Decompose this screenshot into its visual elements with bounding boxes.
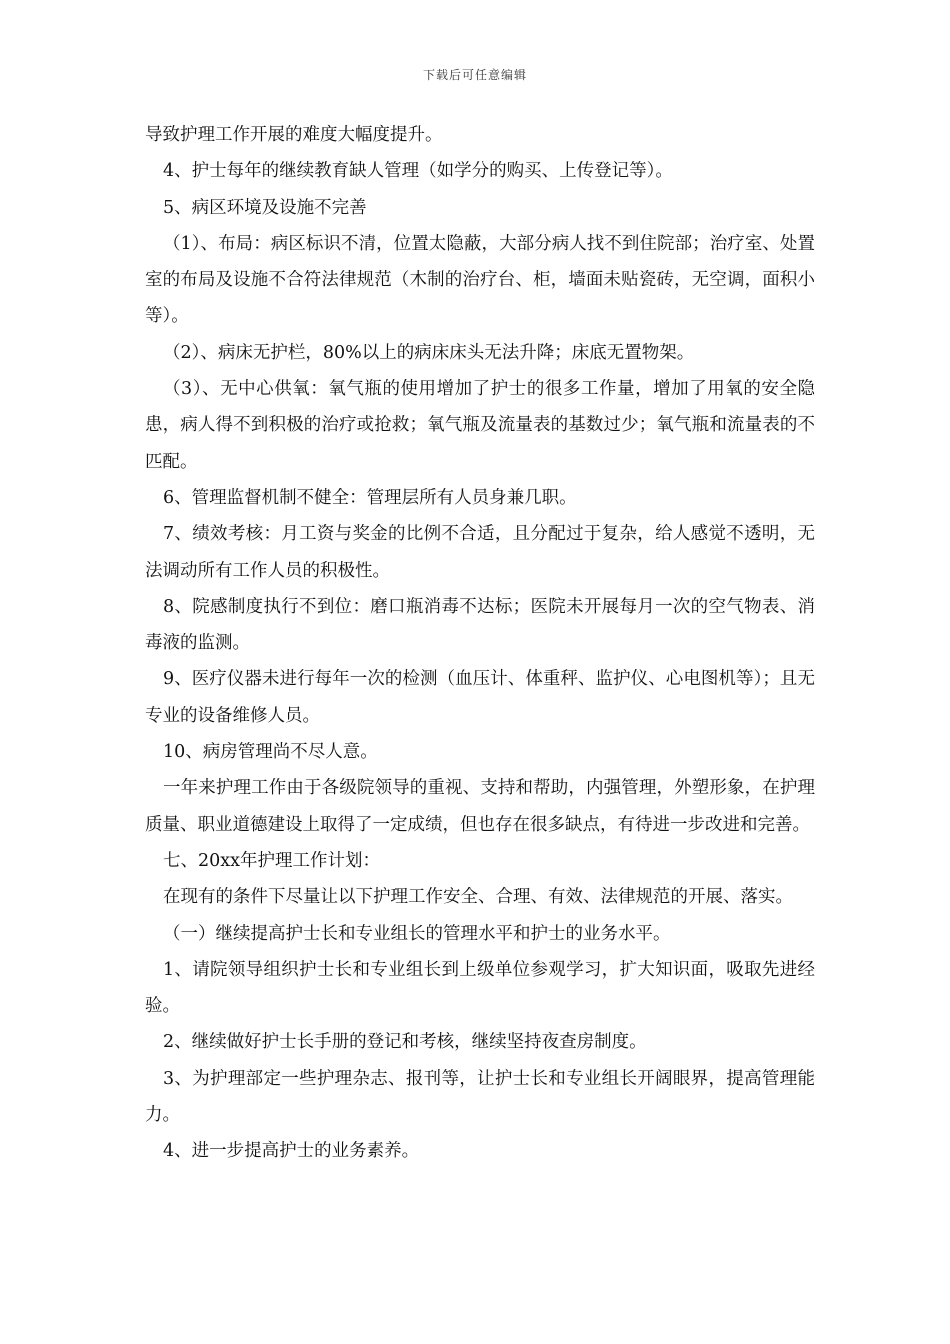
paragraph: 5、病区环境及设施不完善 bbox=[163, 197, 367, 218]
paragraph: （1）、布局：病区标识不清，位置太隐蔽，大部分病人找不到住院部；治疗室、处置室的布局及设施不合符法律规范（木制的治疗台、柜，墙面未贴瓷砖，无空调，面积小等）。 bbox=[145, 233, 815, 327]
paragraph: 1、请院领导组织护士长和专业组长到上级单位参观学习，扩大知识面，吸取先进经验。 bbox=[145, 959, 815, 1017]
section-heading: 七、20xx年护理工作计划： bbox=[163, 850, 381, 871]
paragraph: 8、院感制度执行不到位：磨口瓶消毒不达标；医院未开展每月一次的空气物表、消毒液的监测。 bbox=[145, 596, 815, 654]
paragraph: 10、病房管理尚不尽人意。 bbox=[163, 742, 378, 763]
paragraph: （3）、无中心供氧：氧气瓶的使用增加了护士的很多工作量，增加了用氧的安全隐患，病人得不到积极的治疗或抢救；氧气瓶及流量表的基数过少；氧气瓶和流量表的不匹配。 bbox=[145, 379, 815, 472]
paragraph: 在现有的条件下尽量让以下护理工作安全、合理、有效、法律规范的开展、落实。 bbox=[163, 887, 793, 908]
subsection-heading: （一）继续提高护士长和专业组长的管理水平和护士的业务水平。 bbox=[163, 923, 671, 944]
paragraph: 3、为护理部定一些护理杂志、报刊等，让护士长和专业组长开阔眼界，提高管理能力。 bbox=[145, 1068, 815, 1126]
paragraph: 7、绩效考核：月工资与奖金的比例不合适，且分配过于复杂，给人感觉不透明，无法调动所有工作人员的积极性。 bbox=[145, 524, 815, 581]
paragraph: （2）、病床无护栏，80%以上的病床床头无法升降；床底无置物架。 bbox=[163, 342, 695, 363]
paragraph: 6、管理监督机制不健全：管理层所有人员身兼几职。 bbox=[163, 487, 577, 508]
paragraph: 4、护士每年的继续教育缺人管理（如学分的购买、上传登记等）。 bbox=[163, 161, 673, 182]
paragraph: 导致护理工作开展的难度大幅度提升。 bbox=[145, 125, 443, 145]
paragraph: 9、医疗仪器未进行每年一次的检测（血压计、体重秤、监护仪、心电图机等）；且无专业的设备维修人员。 bbox=[145, 669, 815, 726]
paragraph: 2、继续做好护士长手册的登记和考核，继续坚持夜查房制度。 bbox=[163, 1032, 647, 1053]
paragraph: 4、进一步提高护士的业务素养。 bbox=[163, 1141, 420, 1162]
paragraph: 一年来护理工作由于各级院领导的重视、支持和帮助，内强管理，外塑形象，在护理质量、职业道德建设上取得了一定成绩，但也存在很多缺点，有待进一步改进和完善。 bbox=[145, 778, 815, 835]
document-body bbox=[145, 117, 815, 1170]
page-header: 下载后可任意编辑 bbox=[422, 68, 527, 82]
